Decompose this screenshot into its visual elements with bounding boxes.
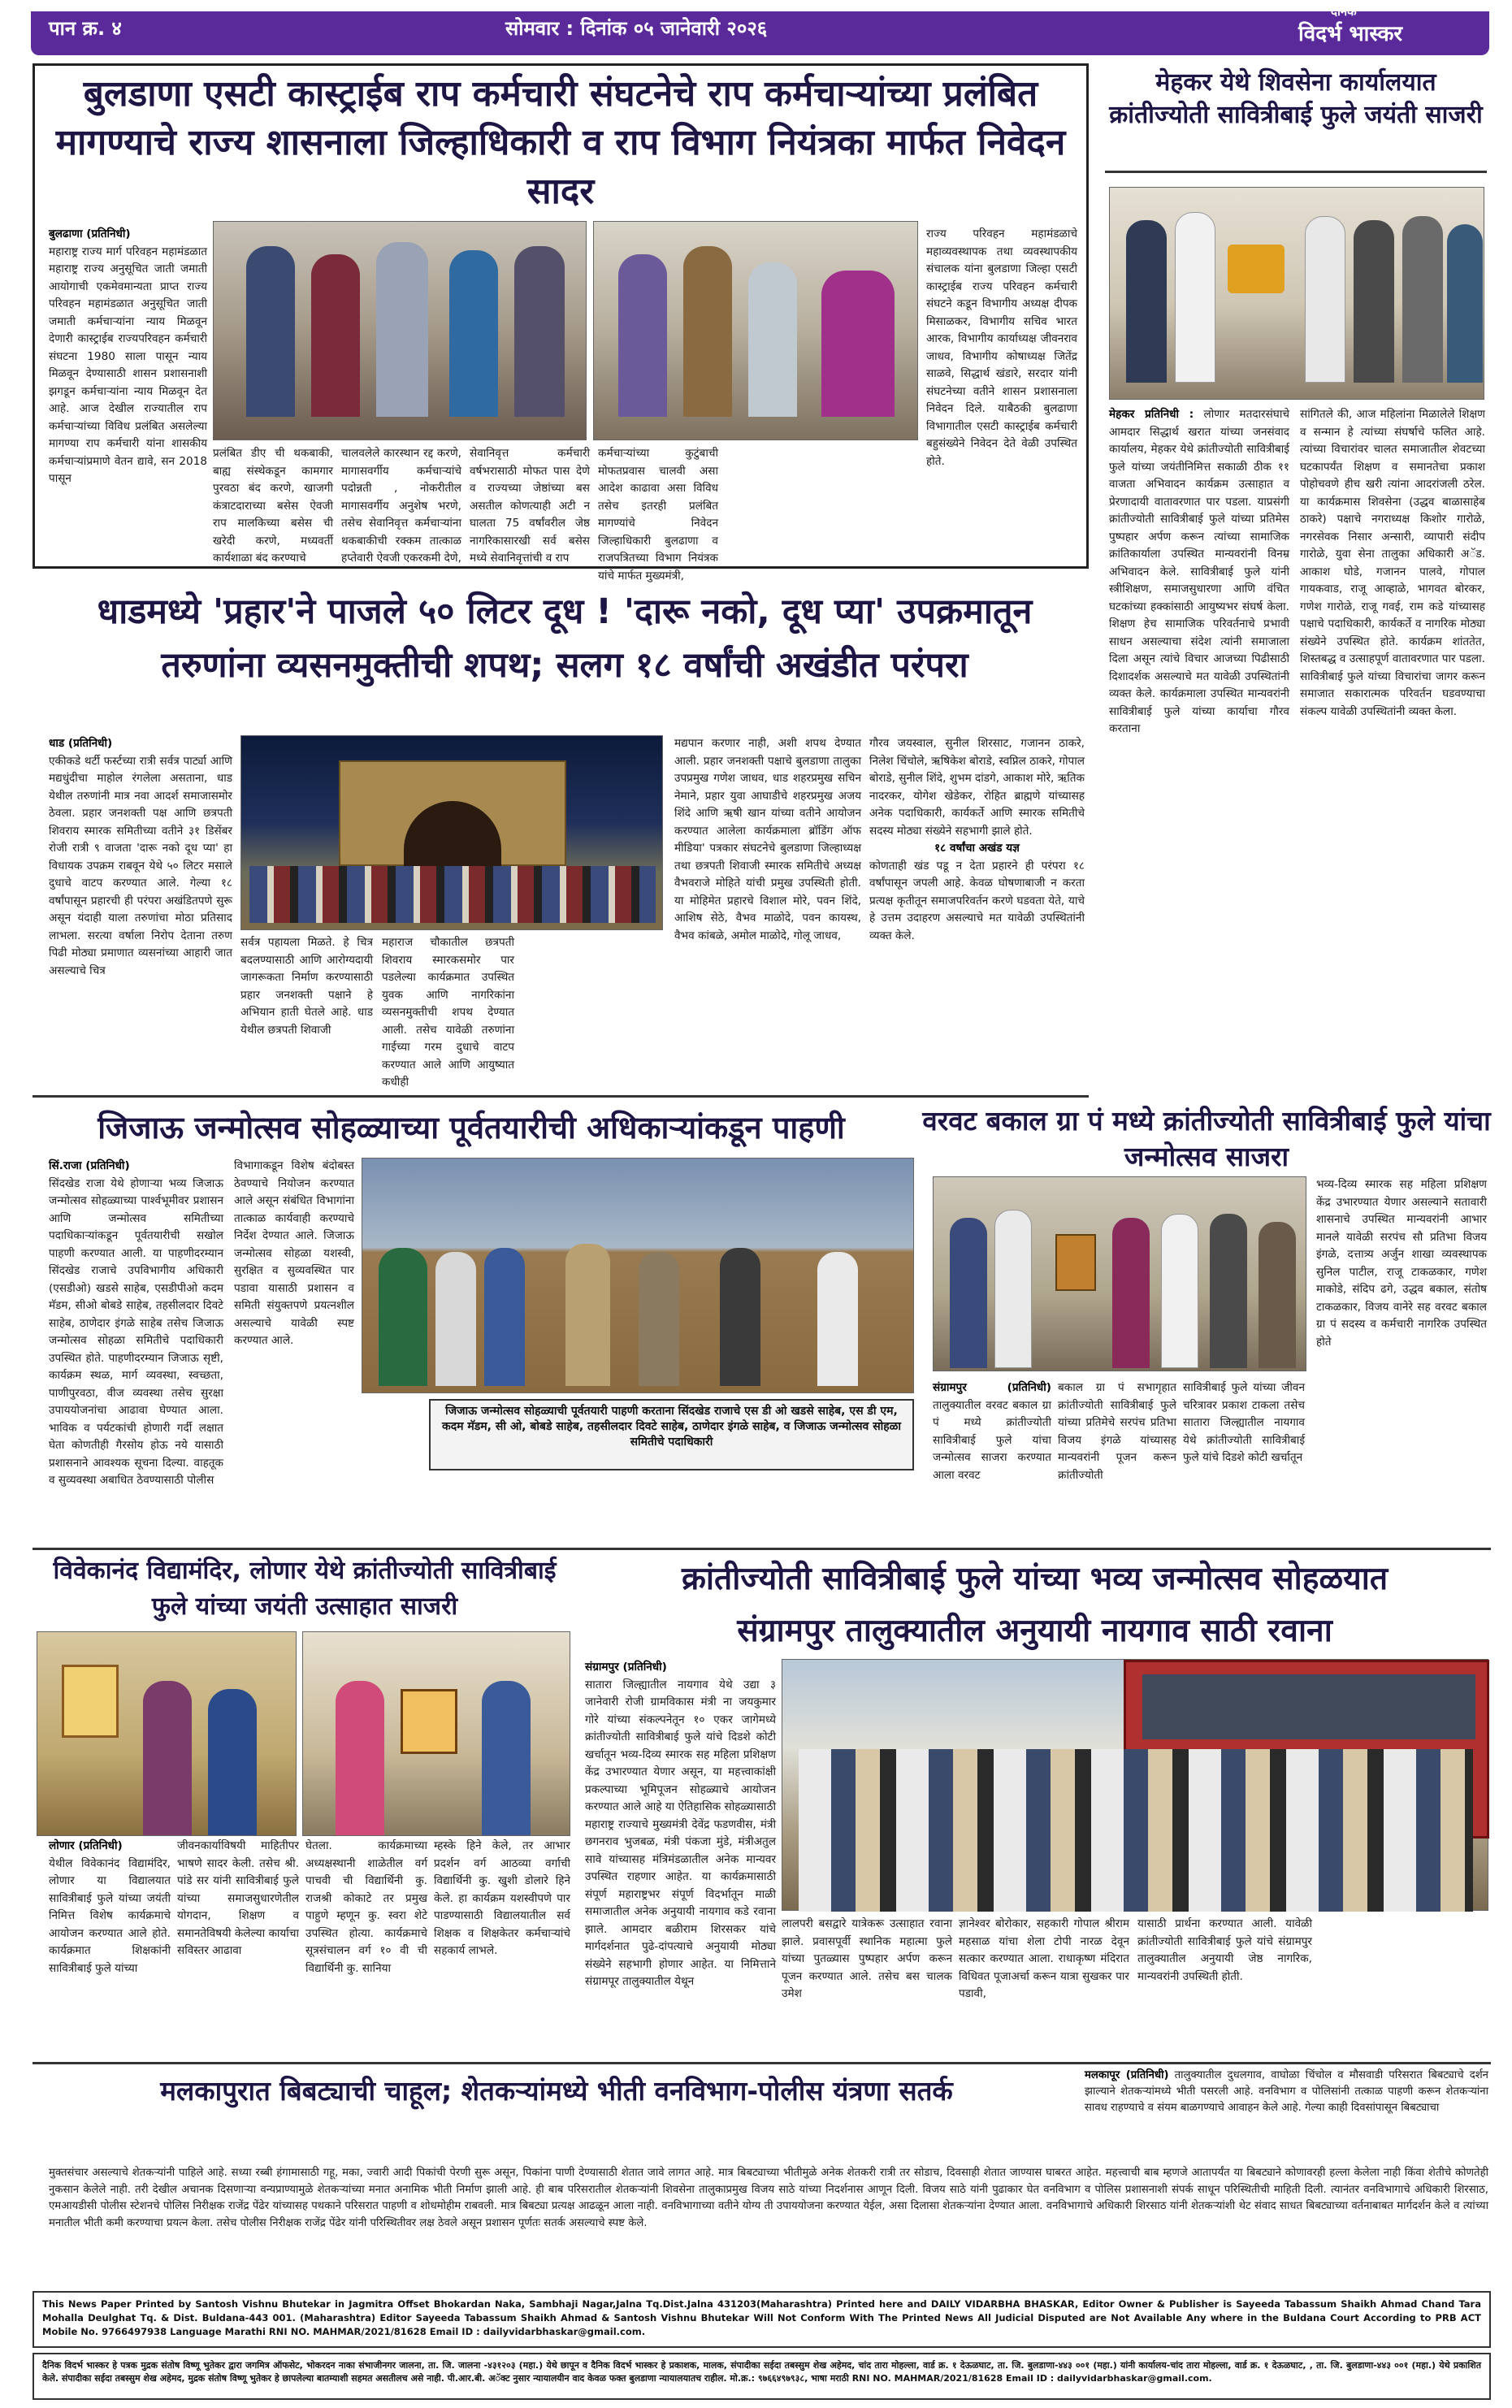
story1-col2: प्रलंबित डीए ची थकबाकी, बाह्य संस्थेकडून कामगार पुरवठा बंद करणे, खाजगी कंत्राटदाराच्या बसेस ऐवजी राप मालकिच्या बसेस ची खरेदी करणे, मध्यवर्ती कार्यशाळा बंद करण्याचे <box>213 447 333 565</box>
divider <box>1105 171 1487 173</box>
headline-varvat: वरवट बकाल ग्रा पं मध्ये क्रांतीज्योती सावित्रीबाई फुले यांचा जन्मोत्सव साजरा <box>922 1105 1491 1172</box>
person-figure <box>994 1210 1032 1368</box>
photo-students-painting <box>37 1631 297 1836</box>
brand-prefix: दैनिक <box>1331 4 1357 19</box>
person-figure <box>379 1248 427 1386</box>
headline-jijau: जिजाऊ जन्मोत्सव सोहळ्याच्या पूर्वतयारीची अधिकाऱ्यांकडून पाहणी <box>97 1110 845 1146</box>
person-figure <box>435 1252 476 1386</box>
imprint-english: This News Paper Printed by Santosh Vishnu Bhutekar in Jagmitra Offset Bhokardan Naka, Sambhaji Nagar,Jalna Tq.Dist.Jalna 431203(Maharashtra) Printed here and DAILY VIDARBHA BHASKAR, Editor Owner & Publisher is Sayeeda Tabassum Shaikh Ahmad Chand Tara Mohalla Deulghat Tq. & Dist. Buldana-443 001. (Maharashtra) Editor Sayeeda Tabassum Shaikh Ahmad & Santosh Vishnu Bhutekar Will Not Conform With The Printed News All Judicial Disputed are Not Available Any where in the Buldana Court According to PRB ACT Mobile No. 9766497938 Language Marathi RNI NO. MAHMAR/2021/81628 Email ID : dailyvidarbhaskar@gmail.com. <box>32 2291 1491 2348</box>
story5-col3: सावित्रीबाई फुले यांच्या जीवन चरित्रावर प्रकाश टाकला तसेच सातारा जिल्ह्यातील नायगाव येथे क्रांतीज्योती सावित्रीबाई फुले यांचे दिडशे कोटी खर्चातून <box>1183 1381 1305 1464</box>
person-figure <box>821 271 895 417</box>
divider <box>32 2062 1491 2064</box>
person-figure <box>720 1248 760 1386</box>
portrait-frame <box>1228 245 1285 293</box>
crowd <box>799 1749 1473 1912</box>
person-figure <box>748 262 797 417</box>
story7-text1: सातारा जिल्ह्यातील नायगाव येथे उद्या ३ जानेवारी रोजी ग्रामविकास मंत्री ना जयकुमार गोरे यांच्या संकल्पनेतून १० एकर जागेमध्ये क्रांतीज्योती सावित्रीबाई फुले यांचे दिडशे कोटी खर्चातून भव्य-दिव्य स्मारक सह महिला प्रशिक्षण केंद्र उभारण्यात येणार असून, या महत्त्वाकांक्षी प्रकल्पाच्या भूमिपूजन सोहळ्याचे आयोजन करण्यात आले आहे या ऐतिहासिक सोहळ्यासाठी महाराष्ट्र राज्याचे मुख्यमंत्री देवेंद्र फडणवीस, मंत्री छगनराव भुजबळ, मंत्री पंकजा मुंडे, मंत्रीअतुल सावे यांच्यासह मंत्रिमंडळातील अनेक मान्यवर उपस्थित राहणार आहेत. या कार्यक्रमासाठी संपूर्ण महाराष्ट्रभर संपूर्ण विदर्भातून माळी समाजातील अनेक अनुयायी नायगाव कडे रवाना झाले. आमदार बळीराम शिरसकर यांचे मार्गदर्शनात पुढे-दांपत्याचे अनुयायी मोठ्या संख्येने सहभागी होणार आहेत. या निमित्ताने संग्रामपूर तालुक्यातील येथून <box>585 1678 776 1988</box>
dateline: संग्रामपुर (प्रतिनिधी) <box>585 1661 667 1674</box>
story7-col4: यासाठी प्रार्थना करण्यात आली. यावेळी क्रांतीज्योती सावित्रीबाई फुले यांचे संग्रामपुर तालुक्यातील अनुयायी जेष्ठ नागरिक, मान्यवरांनी उपस्थिती होती. <box>1137 1917 1312 1983</box>
story1-col3: चालवलेले कारस्थान रद्द करणे, मागासवर्गीय कर्मचाऱ्यांचे पदोन्नती , नोकरीतील मागासवर्गीय अनुशेष भरणे, तसेच सेवानिवृत्त कर्मचाऱ्यांना थकबाकीची रक्कम तात्काळ हप्तेवारी ऐवजी एकरकमी देणे, <box>341 447 461 565</box>
person-figure <box>639 1252 679 1386</box>
story8-intro-text: तालुक्यातील दुधलगाव, वाघोळा चिंचोल व मौसवाडी परिसरात बिबट्याचे दर्शन झाल्याने शेतकऱ्यांमध्ये भीती पसरली आहे. वनविभाग व पोलिसांनी तत्काळ पाहणी करून शेतकऱ्यांना सावध राहण्याचे व संयम बाळगण्याचे आवाहन केले आहे. गेल्या काही दिवसांपासून बिबट्याचा <box>1085 2069 1488 2114</box>
story4-text1: सिंदखेड राजा येथे होणाऱ्या भव्य जिजाऊ जन्मोत्सव सोहळ्याच्या पार्श्वभूमीवर प्रशासन आणि जन्मोत्सव समितीच्या पदाधिकाऱ्यांकडून पूर्वतयारीची सखोल पाहणी करण्यात आली. या पाहणीदरम्यान सिंदखेड राजाचे उपविभागीय अधिकारी (एसडीओ) खडसे साहेब, एसडीपीओ कदम मॅडम, सीओ बोबडे साहेब, तहसीलदार दिवटे साहेब, ठाणेदार इंगळे साहेब तसेच जिजाऊ जन्मोत्सव सोहळा समितीचे पदाधिकारी उपस्थित होते. पाहणीदरम्यान जिजाऊ सृष्टी, कार्यक्रम स्थळ, मार्ग व्यवस्था, स्वच्छता, पाणीपुरवठा, वीज व्यवस्था तसेच सुरक्षा उपाययोजनांचा आढावा घेण्यात आला. भाविक व पर्यटकांची होणारी गर्दी लक्षात घेता कोणतीही गैरसोय होऊ नये यासाठी प्रशासनाने आवश्यक सूचना दिल्या. वाहतूक व सुव्यवस्था अबाधित ठेवण्यासाठी पोलीस <box>49 1176 223 1487</box>
bus-windshield <box>1142 1674 1475 1739</box>
story8-body: मुक्तसंचार असल्याचे शेतकऱ्यांनी पाहिले आहे. सध्या रब्बी हंगामासाठी गहू, मका, ज्वारी आदी पिकांची पेरणी सुरू असून, पिकांना पाणी देण्यासाठी शेतात जावे लागत आहे. मात्र बिबट्याच्या भीतीमुळे अनेक शेतकरी रात्री तर सोडाच, दिवसाही शेतात जाण्यास घाबरत आहेत. महत्त्वाची बाब म्हणजे आतापर्यंत या बिबट्याने कोणावरही हल्ला केलेला नाही किंवा शेतीचे कोणतेही नुकसान केलेले नाही. तरी देखील अचानक दिसणाऱ्या वन्यप्राण्यामुळे शेतकऱ्यांच्या मनात अनामिक भीती निर्माण झाली आहे. ही बाब परिसरातील शेतकऱ्यांनी शिवसेना तालुकाप्रमुख विजय साठे यांच्या निदर्शनास आणून दिली. विजय साठे यांनी पुढाकार घेत वनविभाग व पोलिस प्रशासनाशी संपर्क साधून परिस्थितीची माहिती दिली. त्यानंतर वनविभागाचे अधिकारी शिरसाठ, एमआयडीसी पोलीस स्टेशनचे पोलिस निरीक्षक राजेंद्र पेंढेर यांच्यासह पथकाने परिसरात पाहणी व शोधमोहीम राबवली. मात्र बिबट्या प्रत्यक्ष आढळून आला नाही. वनविभागाच्या वतीने योग्य ती उपाययोजना करण्यात येईल, असा दिलासा शेतकऱ्यांना देण्यात आला. वनविभागाचे अधिकारी शिरसाठ यांनी शेतकऱ्यांशी थेट संवाद साधत बिबट्याच्या वर्तनाबाबत मार्गदर्शन केले व त्यांच्या मनातील भीती कमी करण्याचा प्रयत्न केला. तसेच पोलीस निरीक्षक राजेंद्र पेंढेर यांनी परिस्थितीवर लक्ष ठेवले असून प्रशासन पूर्णतः सतर्क असल्याचे स्पष्ट केले. <box>49 2167 1488 2229</box>
person-figure <box>484 1248 525 1386</box>
story6-col1 <box>49 1838 171 2057</box>
photo-devotees-departure <box>782 1659 1488 1911</box>
headline-naigaon-line2: संग्रामपुर तालुक्यातील अनुयायी नायगाव साठी रवाना <box>737 1613 1332 1649</box>
person-figure <box>1112 1218 1150 1368</box>
dateline: सिं.राजा (प्रतिनिधी) <box>49 1159 130 1172</box>
story3-col3: महाराज चौकातील छत्रपती शिवराय स्मारकसमोर पार पडलेल्या कार्यक्रमात उपस्थित युवक आणि नागरिकांना व्यसनमुक्तीची शपथ देण्यात आली. तसेच यावेळी तरुणांना गाईच्या गरम दुधाचे वाटप करण्यात आले आणि आयुष्यात कधीही <box>382 936 514 1089</box>
story3-col5 <box>869 735 1085 1085</box>
headline-malkapur: मलकापुरात बिबट्याची चाहूल; शेतकऱ्यांमध्ये भीती वनविभाग-पोलीस यंत्रणा सतर्क <box>160 2075 953 2107</box>
divider <box>32 1548 1491 1550</box>
dateline: मेहकर प्रतिनिधी : <box>1109 408 1194 421</box>
person-figure <box>311 254 360 417</box>
brand-name: विदर्भ भास्कर <box>1298 22 1403 46</box>
photo-milk-distribution <box>240 735 663 930</box>
story3-col1 <box>49 735 232 1085</box>
photo-grampanchayat-celebration <box>933 1176 1306 1371</box>
person-figure <box>1354 220 1394 383</box>
story7-col2: लालपरी बसद्वारे यात्रेकरू उत्साहात रवाना झाले. प्रवासपूर्वी स्थानिक महात्मा फुले यांच्या पुतळ्यास पुष्पहार अर्पण करून पूजन करण्यात आले. तसेच बस चालक उमेश <box>782 1917 952 2000</box>
person-figure <box>376 242 428 417</box>
photo-students-portraits <box>302 1631 570 1836</box>
person-figure <box>1259 1222 1296 1368</box>
dateline: लोणार (प्रतिनिधी) <box>49 1839 123 1852</box>
dateline: धाड (प्रतिनिधी) <box>49 737 113 750</box>
person-figure <box>618 254 667 417</box>
story5-text1: तालुक्यातील वरवट बकाल ग्रा पं मध्ये क्रांतीज्योती सावित्रीबाई फुले यांचा जन्मोत्सव साजरा करण्यात आला वरवट <box>933 1398 1051 1482</box>
person-figure <box>1305 216 1345 383</box>
story6-text1: येथील विवेकानंद विद्यामंदिर, लोणार या विद्यालयात सावित्रीबाई फुले यांच्या जयंती निमित्त विशेष कार्यक्रमाचे आयोजन करण्यात आले होते. कार्यक्रमात शिक्षकांनी सावित्रीबाई फुले यांच्या <box>49 1856 171 1975</box>
headline-buldana: बुलडाणा एसटी कास्ट्राईब राप कर्मचारी संघटनेचे राप कर्मचाऱ्यांच्या प्रलंबित मागण्याचे राज्य शासनाला जिल्हाधिकारी व राप विभाग नियंत्रका मार्फत निवेदन सादर <box>55 73 1066 212</box>
divider <box>32 1095 1089 1098</box>
headline-dhad-line2: तरुणांना व्यसनमुक्तीची शपथ; सलग १८ वर्षांची अखंडीत परंपरा <box>161 645 968 686</box>
story3-text5b: कोणताही खंड पडू न देता प्रहारने ही परंपरा १८ वर्षांपासून जपली आहे. केवळ घोषणाबाजी न करता प्रत्यक्ष कृतीतून समाजपरिवर्तन करणे घडवता येते, याचे हे उत्तम उदाहरण असल्याचे मत यावेळी उपस्थितांनी व्यक्त केले. <box>869 859 1085 942</box>
person-figure <box>1126 220 1167 383</box>
story6-col2: जीवनकार्याविषयी माहितीपर भाषणे सादर केली. तसेच श्री. पांडे सर यांनी सावित्रीबाई फुले यांच्या समाजसुधारणेतील योगदान, शिक्षण व समानतेविषयी केलेल्या कार्याचा सविस्तर आढावा <box>177 1839 299 1957</box>
photo-officer-meeting <box>593 221 918 440</box>
person-figure <box>1175 212 1215 383</box>
story2-text1: लोणार मतदारसंघाचे आमदार सिद्धार्थ खरात यांच्या जनसंवाद कार्यालय, मेहकर येथे क्रांतीज्योती सावित्रीबाई फुले यांच्या जयंतीनिमित्त सकाळी ठीक ११ वाजता अभिवादन कार्यक्रम उत्साहात व प्रेरणादायी वातावरणात पार पडला. याप्रसंगी क्रांतीज्योती सावित्रीबाई फुले यांच्या प्रतिमेस पुष्पहार अर्पण करून त्यांच्या सामाजिक क्रांतिकार्याला उपस्थित मान्यवरांनी विनम्र अभिवादन केले. सावित्रीबाई फुले यांनी स्त्रीशिक्षण, समाजसुधारणा आणि वंचित घटकांच्या हक्कांसाठी आयुष्यभर संघर्ष केला. शिक्षण हेच सामाजिक परिवर्तनाचे प्रभावी साधन असल्याचा संदेश त्यांनी समाजाला दिला असून त्यांचे विचार आजच्या पिढीसाठी दिशादर्शक असल्याचे मत यावेळी उपस्थितांनी व्यक्त केले. कार्यक्रमाला उपस्थित मान्यवरांनी सावित्रीबाई फुले यांच्या कार्याचा गौरव करताना <box>1109 408 1289 735</box>
story7-col1 <box>585 1659 776 2057</box>
photo-memorandum-submission <box>213 221 587 440</box>
person-figure <box>336 1681 384 1835</box>
story3-col2: सर्वत्र पहायला मिळते. हे चित्र बदलण्यासाठी आणि आरोग्यदायी जागरूकता निर्माण करण्यासाठी प्रहार जनशक्ती पक्षाने हे अभियान हाती घेतले आहे. धाड येथील छत्रपती शिवाजी <box>240 936 373 1037</box>
story3-text5: गौरव जयस्वाल, सुनील शिरसाट, गजानन ठाकरे, निलेश चिंचोले, ऋषिकेश बोराडे, स्वप्निल ठाकरे, गोपाल बोराडे, सुनील शिंदे, शुभम दांडगे, आकाश मोरे, ऋतिक नादरकर, योगेश खेडेकर, रोहित ब्राह्मणे यांच्यासह अनेक पदाधिकारी, कार्यकर्ते आणि स्मारक समितीचे सदस्य मोठ्या संख्येने सहभागी झाले होते. <box>869 737 1085 838</box>
story5-col4: भव्य-दिव्य स्मारक सह महिला प्रशिक्षण केंद्र उभारण्यात येणार असल्याने सतावारी शासनाचे उपस्थित मान्यवरांनी आभार मानले यावेळी सरपंच सौ प्रतिभा विजय इंगळे, दत्तात्र्य अर्जुन शाखा व्यवस्थापक सुनिल पाटील, राजू टाकळकार, गणेश माकोडे, संदिप ढगे, उद्धव बकाल, संतोष टाकळकार, विजय वानेरे सह वरवट बकाल ग्रा पं सदस्य व कर्मचारी नागरिक उपस्थित होते <box>1316 1178 1487 1349</box>
story1-col1 <box>49 226 207 559</box>
dateline: मलकापूर (प्रतिनिधी) <box>1085 2069 1169 2081</box>
person-figure <box>1210 1214 1247 1368</box>
painting-frame <box>62 1665 119 1738</box>
person-figure <box>950 1218 987 1368</box>
headline-dhad <box>37 585 1093 692</box>
portrait-frame <box>401 1689 457 1754</box>
headline-dhad-line1: धाडमध्ये 'प्रहार'ने पाजले ५० लिटर दूध ! 'दारू नको, दूध प्या' उपक्रमातून <box>97 591 1033 632</box>
person-figure <box>246 246 295 417</box>
story1-col5: कर्मचाऱ्यांच्या कुटुंबाची मोफतप्रवास चालवी असा आदेश काढावा असा विविध तसेच इतरही प्रलंबित मागण्यांचे निवेदन जिल्हाधिकारी बुलढाणा व राजपत्रितच्या विभाग नियंत्रक यांचे मार्फत मुख्यमंत्री, <box>598 447 718 583</box>
headline-vivekanand: विवेकानंद विद्यामंदिर, लोणार येथे क्रांतीज्योती सावित्रीबाई फुले यांच्या जयंती उत्साहात साजरी <box>53 1557 557 1621</box>
subhead: १८ वर्षांचा अखंड यज्ञ <box>934 842 1020 855</box>
story5-col2: बकाल ग्रा पं सभागृहात क्रांतीज्योती सावित्रीबाई फुले यांच्या प्रतिमेचे सरपंच प्रतिभा विजय इंगळे यांच्यासह मान्यवरांनी पूजन करून क्रांतीज्योती <box>1058 1381 1176 1482</box>
story6-col4: म्हस्के हिने केले, तर आभार प्रदर्शन वर्ग आठव्या वर्गाची विद्यार्थिनी कु. खुशी डोलारे हिने केले. हा कार्यक्रम यशस्वीपणे पार पाडण्यासाठी विद्यालयातील सर्व शिक्षक व शिक्षकेतर कर्मचाऱ्यांचे सहकार्य लाभले. <box>434 1839 570 1957</box>
crowd <box>249 866 656 923</box>
dateline: संग्रामपुर (प्रतिनिधी) <box>933 1381 1051 1394</box>
story2-col2: सांगितले की, आज महिलांना मिळालेले शिक्षण व सन्मान हे त्यांच्या संघर्षाचे फलित आहे. त्यांच्या विचारांवर चालत समाजातील शेवटच्या घटकापर्यंत शिक्षण व समानतेचा प्रकाश पोहोचवणे हीच खरी त्यांना आदरांजली ठरेल. या कार्यक्रमास शिवसेना (उद्धव बाळासाहेब ठाकरे) पक्षाचे नगराध्यक्ष किशोर गारोळे, नगरसेवक निसार अन्सारी, व्यापारी संदीप गारोळे, युवा सेना तालुका अधिकारी अॅड. आकाश घोडे, गजानन पालवे, गोपाल गायकवाड, राजू आव्हाळे, भागवत बोरकर, गणेश गारोळे, राजू गवई, राम कडे यांच्यासह पक्षाचे पदाधिकारी, कार्यकर्ते व नागरिक मोठ्या संख्येने उपस्थित होते. कार्यक्रम शांततेत, शिस्तबद्ध व उत्साहपूर्ण वातावरणात पार पडला. सावित्रीबाई फुले यांच्या विचारांचा जागर करून समाजात सकारात्मक परिवर्तन घडवण्याचा संकल्प यावेळी उपस्थितांनी व्यक्त केला. <box>1300 408 1485 718</box>
page-number: पान क्र. ४ <box>49 17 122 40</box>
story4-col1 <box>49 1158 223 1540</box>
headline-mehkar: मेहकर येथे शिवसेना कार्यालयात क्रांतीज्योती सावित्रीबाई फुले जयंती साजरी <box>1109 68 1483 129</box>
story6-col3: घेतला. कार्यक्रमाच्या अध्यक्षस्थानी शाळेतील वर्ग पाचवी ची विद्यार्थिनी कु. राजश्री कोकाटे तर प्रमुख पाहुणे म्हणून कु. स्वरा शेटे उपस्थित होत्या. कार्यक्रमाचे सूत्रसंचालन वर्ग १० वी ची विद्यार्थिनी कु. सानिया <box>305 1839 427 1975</box>
person-figure <box>817 1252 858 1386</box>
imprint-marathi: दैनिक विदर्भ भास्कर हे पत्रक मुद्रक संतोष विष्णू भुतेकर द्वारा जगमित्र ऑफसेट, भोकरदन नाका संभाजीनगर जालना, ता. जि. जालना -४३१२०३ (महा.) येथे छापून व दैनिक विदर्भ भास्कर हे प्रकाशक, मालक, संपादीका सईदा तबस्सुम शेख अहेमद, चांद तारा मोहल्ला, वार्ड क्र. १ देऊळघाट, ता. जि. बुलडाणा-४४३ ००१ (महा.) यांनी कार्यालय-चांद तारा मोहल्ला, वार्ड क्र. १ देऊळघाट, , ता. जि. बुलडाणा-४४३ ००१ (महा.) येथे प्रकाशित केले. संपादीका सईदा तबस्सुम शेख अहेमद, मुद्रक संतोष विष्णू भुतेकर हे छापलेल्या बातम्याशी सहमत असतीलच असे नाही. पी.आर.बी. अॅक्ट नुसार न्यायालयीन वाद केवळ फक्त बुलडाणा न्यायालयातच राहील. मो.क्र.: ९७६६४९७९३८, भाषा मराठी RNI NO. MAHMAR/2021/81628 Email ID : dailyvidarbhaskar@gmail.com. <box>32 2353 1491 2400</box>
person-figure <box>683 246 732 417</box>
photo-shivsena-office <box>1109 187 1484 400</box>
story8-intro <box>1085 2068 1488 2163</box>
person-figure <box>1447 224 1483 383</box>
person-figure <box>1402 216 1443 383</box>
person-figure <box>514 246 565 417</box>
photo-caption-jijau: जिजाऊ जन्मोत्सव सोहळ्याची पूर्वतयारी पाहणी करताना सिंदखेड राजाचे एस डी ओ खडसे साहेब, एस डी एम, कदम मॅडम, सी ओ, बोबडे साहेब, तहसीलदार दिवटे साहेब, ठाणेदार इंगळे साहेब, व जिजाऊ जन्मोत्सव सोहळा समितीचे पदाधिकारी <box>429 1399 914 1470</box>
headline-naigaon-line1: क्रांतीज्योती सावित्रीबाई फुले यांच्या भव्य जन्मोत्सव सोहळयात <box>681 1561 1389 1597</box>
story1-col4: सेवानिवृत्त कर्मचारी वर्षभरासाठी मोफत पास देणे व राज्यच्या जेष्ठांच्या बस असतील कोणत्याही अटी न घालता 75 वर्षांवरील जेष्ठ नागरिकासारखी सर्व बसेस मध्ये सेवानिवृत्तांची व राप <box>470 447 590 565</box>
photo-site-inspection <box>362 1158 914 1393</box>
person-figure <box>143 1681 192 1835</box>
person-figure <box>449 250 498 417</box>
person-figure <box>1161 1214 1198 1368</box>
story5-col1 <box>933 1379 1051 1542</box>
person-figure <box>565 1244 610 1386</box>
story4-col2: विभागाकडून विशेष बंदोबस्त ठेवण्याचे नियोजन करण्यात आले असून संबंधित विभागांना तात्काळ कार्यवाही करण्याचे निर्देश देण्यात आले. जिजाऊ जन्मोत्सव सोहळा यशस्वी, सुरक्षित व सुव्यवस्थित पार पडावा यासाठी प्रशासन व समिती संयुक्तपणे प्रयत्नशील असल्याचे यावेळी स्पष्ट करण्यात आले. <box>234 1159 354 1347</box>
person-figure <box>208 1689 257 1835</box>
headline-naigaon <box>578 1553 1491 1657</box>
dateline: बुलढाणा (प्रतिनिधी) <box>49 227 131 240</box>
story1-col6: राज्य परिवहन महामंडळाचे महाव्यवस्थापक तथा व्यवस्थापकीय संचालक यांना बुलडाणा जिल्हा एसटी कास्ट्राईब राज्य परिवहन कर्मचारी संघटने कडून विभागीय अध्यक्ष दीपक मिसाळकर, विभागीय सचिव भारत आरक, विभागीय कार्याध्यक्ष जीवनराव जाधव, विभागीय कोषाध्यक्ष जितेंद्र साळवे, सिद्धार्थ खंडारे, सरदार यांनी संघटनेच्या वतीने शासन प्रशासनाला निवेदन दिले. याबैठकी बुलढाणा विभागातील एसटी कास्ट्राईब कर्मचारी बहुसंख्येने निवेदन देते वेळी उपस्थित होते. <box>926 227 1077 468</box>
story3-col4: मद्यपान करणार नाही, अशी शपथ देण्यात आली. प्रहार जनशक्ती पक्षाचे बुलडाणा तालुका उपप्रमुख गणेश जाधव, धाड शहरप्रमुख सचिन नेमाने, प्रहार युवा आघाडीचे शहरप्रमुख अजय शिंदे आणि ऋषी खान यांच्या वतीने आयोजन करण्यात आलेला कार्यक्रमाला ब्रॉडिंग ऑफ मीडिया' पत्रकार संघटनेचे बुलडाणा जिल्हाध्यक्ष तथा छत्रपती शिवाजी स्मारक समितीचे अध्यक्ष वैभवराजे मोहिते यांची प्रमुख उपस्थिती होती. या मोहिमेत प्रहारचे विशाल मोरे, पवन शिंदे, आशिष सेठे, वैभव माळोदे, पवन कायस्थ, वैभव कांबळे, अमोल माळोदे, गोलू जाधव, <box>674 737 861 942</box>
story3-text1: एकीकडे थर्टी फर्स्टच्या रात्री सर्वत्र पार्ट्या आणि मद्यधुंदीचा माहोल रंगलेला असताना, धाड येथील तरुणांनी मात्र नवा आदर्श समाजासमोर ठेवला. प्रहार जनशक्ती पक्ष आणि छत्रपती शिवराय स्मारक समितीच्या वतीने ३१ डिसेंबर रोजी रात्री ९ वाजता 'दारू नको दूध प्या' हा विधायक उपक्रम राबवून येथे ५० लिटर मसाले दुधाचे वाटप करण्यात आले. गेल्या १८ वर्षांपासून प्रहारची ही परंपरा अखंडितपणे सुरू असून यंदाही याला तरुणांचा मोठा प्रतिसाद लाभला. सरत्या वर्षाला निरोप देताना तरुण पिढी मोठ्या प्रमाणात व्यसनांच्या आहारी जात असल्याचे चित्र <box>49 754 232 977</box>
portrait-frame <box>1055 1234 1096 1291</box>
issue-date: सोमवार : दिनांक ०५ जानेवारी २०२६ <box>505 17 768 40</box>
story7-col3: ज्ञानेश्वर बोरोकार, सहकारी गोपाल श्रीराम महसाळ यांचा शेला टोपी नारळ देवून सत्कार करण्यात आला. राधाकृष्ण मंदिरात विधिवत पूजाअर्चा करून यात्रा सुखकर पार पडावी, <box>959 1917 1129 2000</box>
story1-text1: महाराष्ट्र राज्य मार्ग परिवहन महामंडळात महाराष्ट्र राज्य अनुसूचित जाती जमाती आयोगाची एकमेवमान्यता प्राप्त राज्य परिवहन महामंडळात अनुसूचित जाती जमाती कर्मचाऱ्यांना न्याय मिळवून देणारी कास्ट्राईब राज्यपरिवहन कर्मचारी संघटना 1980 साला पासून न्याय मिळवून देण्यासाठी शासन प्रशासनाशी झगडून कर्मचाऱ्यांना न्याय मिळवून देत आहे. आज देखील राज्यातील राप कर्मचाऱ्यांच्या विविध प्रलंबित असलेल्या मागण्या राप कर्मचारी यांना शासकीय कर्मचाऱ्यांप्रमाणे वेतन द्यावे, सन 2018 पासून <box>49 245 207 485</box>
person-figure <box>482 1681 531 1835</box>
